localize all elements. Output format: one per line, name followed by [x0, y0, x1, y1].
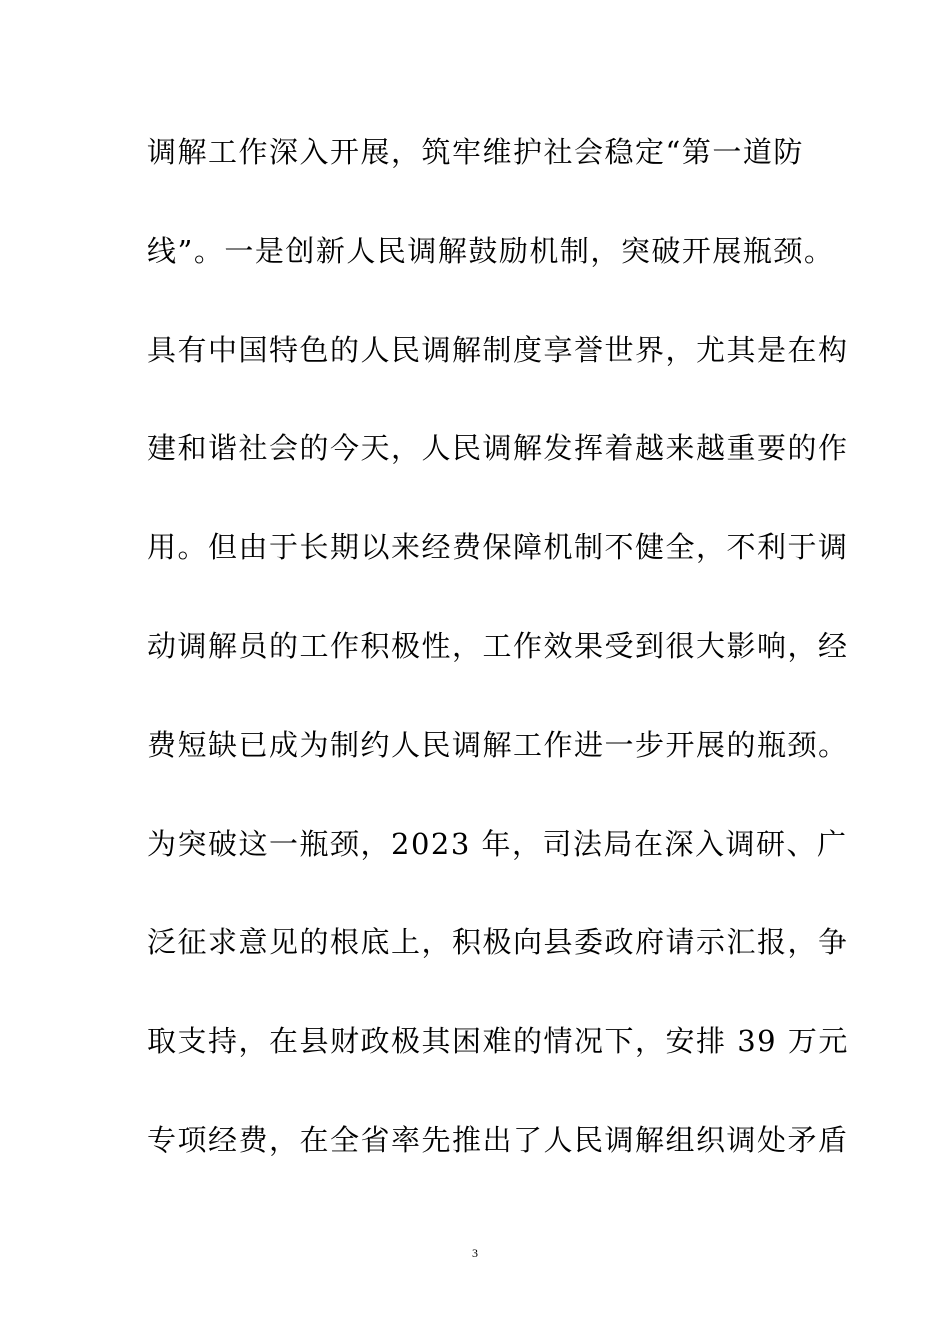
text-line-6: 动调解员的工作积极性，工作效果受到很大影响，经 — [147, 628, 849, 663]
text-line-1: 调解工作深入开展，筑牢维护社会稳定“第一道防 — [147, 135, 804, 169]
text-line-4: 建和谐社会的今天，人民调解发挥着越来越重要的作 — [147, 431, 849, 466]
text-line-7: 费短缺已成为制约人民调解工作进一步开展的瓶颈。 — [147, 727, 849, 762]
page-number: 3 — [472, 1246, 478, 1260]
text-line-10: 取支持，在县财政极其困难的情况下，安排 39 万元 — [147, 1024, 849, 1059]
text-line-2: 线”。一是创新人民调解鼓励机制，突破开展瓶颈。 — [147, 233, 835, 268]
text-line-8: 为突破这一瓶颈，2023 年，司法局在深入调研、广 — [147, 826, 848, 861]
text-line-3: 具有中国特色的人民调解制度享誉世界，尤其是在构 — [147, 332, 849, 367]
text-line-9: 泛征求意见的根底上，积极向县委政府请示汇报，争 — [147, 925, 849, 960]
text-line-11: 专项经费，在全省率先推出了人民调解组织调处矛盾 — [147, 1122, 849, 1157]
text-line-5: 用。但由于长期以来经费保障机制不健全，不利于调 — [147, 530, 849, 565]
body-text — [147, 126, 849, 1213]
